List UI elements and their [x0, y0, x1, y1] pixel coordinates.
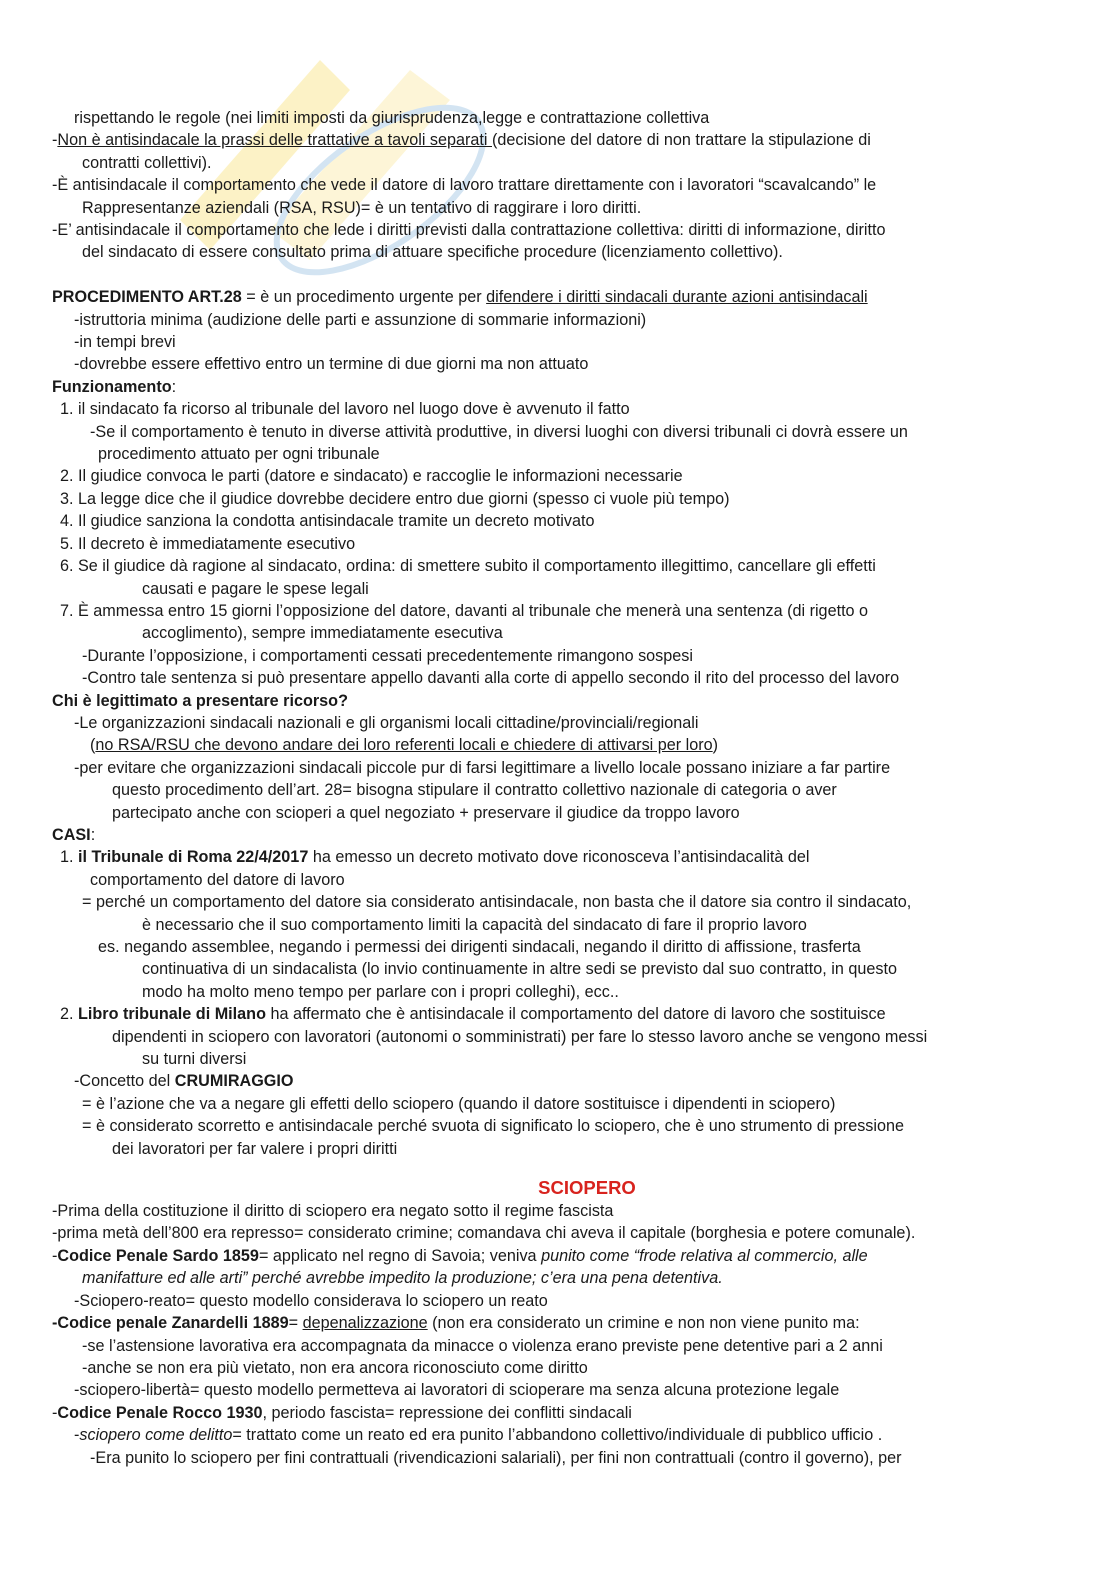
text-line [52, 1357, 1062, 1379]
text-line [52, 1290, 1062, 1312]
text-span: = è l’azione che va a negare gli effetti dello sciopero (quando il datore sostituisce i dipendenti in sciopero) [82, 1094, 836, 1113]
text-span: 7. È ammessa entro 15 giorni l’opposizione del datore, davanti al tribunale che menerà una sentenza (di rigetto o [60, 601, 869, 620]
text-span: partecipato anche con scioperi a quel negoziato + preservare il giudice da troppo lavoro [112, 803, 740, 822]
text-line [52, 1026, 1062, 1048]
text-line [52, 891, 1062, 913]
text-span: - [74, 1426, 80, 1445]
text-line [52, 936, 1062, 958]
text-line [52, 219, 1062, 241]
text-span: -in tempi brevi [74, 333, 176, 352]
text-line [52, 443, 1062, 465]
text-line [52, 824, 1062, 846]
text-line [52, 1093, 1062, 1115]
text-span: contratti collettivi). [82, 153, 212, 172]
text-span: : [90, 825, 96, 844]
text-span: -Era punito lo sciopero per fini contrattuali (rivendicazioni salariali), per fini non contrattuali (contro il governo), per [90, 1448, 902, 1467]
bold-text: Funzionamento [52, 377, 172, 396]
bold-text: -Codice penale Zanardelli 1889 [52, 1314, 289, 1333]
italic-text: manifatture ed alle arti” perché avrebbe impedito la produzione; c’era una pena detentiva. [82, 1269, 723, 1288]
text-line [52, 241, 1062, 263]
text-span: -Contro tale sentenza si può presentare appello davanti alla corte di appello secondo il rito del processo del lavoro [82, 669, 900, 688]
bold-text: il Tribunale di Roma 22/4/2017 [78, 848, 309, 867]
text-span: = trattato come un reato ed era punito l’abbandono collettivo/individuale di pubblico ufficio . [232, 1426, 883, 1445]
text-span: 4. Il giudice sanziona la condotta antisindacale tramite un decreto motivato [60, 512, 595, 531]
blank-line [52, 264, 1062, 286]
text-line [52, 981, 1062, 1003]
text-span: -È antisindacale il comportamento che vede il datore di lavoro trattare direttamente con i lavoratori “scavalcando” le [52, 176, 877, 195]
text-line [52, 1379, 1062, 1401]
text-span: del sindacato di essere consultato prima di attuare specifiche procedure (licenziamento collettivo). [82, 243, 783, 262]
section-spacer [52, 1160, 1062, 1176]
text-line [52, 353, 1062, 375]
text-line [52, 1222, 1062, 1244]
text-line [52, 622, 1062, 644]
text-span: (decisione del datore di non trattare la stipulazione di [492, 131, 871, 150]
bold-text: Codice Penale Rocco 1930 [57, 1403, 263, 1422]
text-span: continuativa di un sindacalista (lo invio continuamente in altre sedi se previsto dal suo contratto, in questo [142, 960, 897, 979]
text-span: 1. il sindacato fa ricorso al tribunale del lavoro nel luogo dove è avvenuto il fatto [60, 400, 630, 419]
text-span: -dovrebbe essere effettivo entro un termine di due giorni ma non attuato [74, 355, 589, 374]
text-line [52, 667, 1062, 689]
text-span: (non era considerato un crimine e non non viene punito ma: [427, 1314, 860, 1333]
text-line [52, 734, 1062, 756]
text-span: questo procedimento dell’art. 28= bisogna stipulare il contratto collettivo nazionale di categoria o aver [112, 781, 837, 800]
text-line [52, 779, 1062, 801]
italic-text: punito come “frode relativa al commercio, alle [541, 1246, 868, 1265]
text-line [52, 398, 1062, 420]
text-span: ) [712, 736, 719, 755]
text-line [52, 1003, 1062, 1025]
text-span: : [171, 377, 177, 396]
bold-text: Codice Penale Sardo 1859 [57, 1246, 259, 1265]
text-line [52, 488, 1062, 510]
text-line [52, 1115, 1062, 1137]
text-span: rispettando le regole (nei limiti imposti da giurisprudenza,legge e contrattazione collettiva [74, 109, 710, 127]
text-span: = perché un comportamento del datore sia considerato antisindacale, non basta che il datore sia contro il sindacato, [82, 893, 912, 912]
text-span: - [52, 1403, 58, 1422]
text-span: -E’ antisindacale il comportamento che lede i diritti previsti dalla contrattazione collettiva: diritti di informazione, diritto [52, 221, 886, 240]
text-line [52, 645, 1062, 667]
bold-text: CASI [52, 825, 91, 844]
text-line [52, 1424, 1062, 1446]
text-line [52, 197, 1062, 219]
text-span: es. negando assemblee, negando i permessi dei dirigenti sindacali, negando il diritto di affissione, trasferta [98, 938, 861, 957]
text-line [52, 1312, 1062, 1334]
text-line [52, 846, 1062, 868]
text-span: dipendenti in sciopero con lavoratori (autonomi o somministrati) per fare lo stesso lavoro anche se vengono messi [112, 1027, 928, 1046]
italic-text: sciopero come delitto [79, 1426, 233, 1445]
bold-text: CRUMIRAGGIO [174, 1072, 294, 1091]
text-line [52, 600, 1062, 622]
text-span: -se l’astensione lavorativa era accompagnata da minacce o violenza erano previste pene detentive pari a 2 anni [82, 1336, 883, 1355]
text-span: , periodo fascista= repressione dei conflitti sindacali [262, 1403, 632, 1422]
text-line [52, 555, 1062, 577]
text-span: Rappresentanze aziendali (RSA, RSU)= è un tentativo di raggirare i loro diritti. [82, 198, 642, 217]
text-span: -Sciopero-reato= questo modello considerava lo sciopero un reato [74, 1291, 548, 1310]
text-line [52, 533, 1062, 555]
text-line [52, 958, 1062, 980]
text-span: causati e pagare le spese legali [142, 579, 369, 598]
bold-text: Libro tribunale di Milano [78, 1005, 266, 1024]
section-title: SCIOPERO [538, 1177, 636, 1199]
text-span: è necessario che il suo comportamento limiti la capacità del sindacato di fare il proprio lavoro [142, 915, 807, 934]
text-span: -anche se non era più vietato, non era ancora riconosciuto come diritto [82, 1358, 588, 1377]
text-line [52, 286, 1062, 308]
text-line [52, 376, 1062, 398]
text-span: -Le organizzazioni sindacali nazionali e gli organismi locali cittadine/provinciali/regionali [74, 713, 699, 732]
text-span: procedimento attuato per ogni tribunale [98, 445, 380, 464]
text-span: = [288, 1314, 303, 1333]
text-span: = è un procedimento urgente per [241, 288, 487, 307]
text-span: -sciopero-libertà= questo modello permetteva ai lavoratori di scioperare ma senza alcuna protezione legale [74, 1381, 840, 1400]
text-line [52, 331, 1062, 353]
text-span: 3. La legge dice che il giudice dovrebbe decidere entro due giorni (spesso ci vuole più tempo) [60, 489, 730, 508]
text-span: -Concetto del [74, 1072, 175, 1091]
text-line [52, 712, 1062, 734]
text-span: -Durante l’opposizione, i comportamenti cessati precedentemente rimangono sospesi [82, 646, 693, 665]
text-line [52, 107, 1062, 129]
text-span: comportamento del datore di lavoro [90, 870, 345, 889]
text-span: - [52, 131, 58, 150]
text-span: 2. Il giudice convoca le parti (datore e sindacato) e raccoglie le informazioni necessarie [60, 467, 683, 486]
text-line [52, 690, 1062, 712]
text-span: su turni diversi [142, 1050, 247, 1069]
text-line [52, 309, 1062, 331]
text-span: modo ha molto meno tempo per parlare con i propri colleghi), ecc.. [142, 982, 619, 1001]
text-line [52, 1245, 1062, 1267]
text-line [52, 1447, 1062, 1469]
underlined-text: Non è antisindacale la prassi delle trattative a tavoli separati [57, 131, 492, 150]
text-line [52, 1138, 1062, 1160]
text-span: accoglimento), sempre immediatamente esecutiva [142, 624, 503, 643]
text-span: -prima metà dell’800 era represso= considerato crimine; comandava chi aveva il capitale (borghesia e potere comunale). [52, 1224, 916, 1243]
text-span: = applicato nel regno di Savoia; veniva [258, 1246, 542, 1265]
text-span: -Prima della costituzione il diritto di sciopero era negato sotto il regime fascista [52, 1202, 614, 1221]
text-line [52, 1048, 1062, 1070]
text-line [52, 1267, 1062, 1289]
text-span: 5. Il decreto è immediatamente esecutivo [60, 534, 356, 553]
text-span: 2. [60, 1005, 78, 1024]
text-line [52, 465, 1062, 487]
text-line [52, 578, 1062, 600]
text-span: 1. [60, 848, 78, 867]
text-span: -per evitare che organizzazioni sindacali piccole pur di farsi legittimare a livello locale possano iniziare a far partire [74, 758, 891, 777]
text-span: = è considerato scorretto e antisindacale perché svuota di significato lo sciopero, che è uno strumento di pressione [82, 1117, 904, 1136]
text-line [52, 174, 1062, 196]
text-line [52, 421, 1062, 443]
text-line [52, 1335, 1062, 1357]
text-span: ha affermato che è antisindacale il comportamento del datore di lavoro che sostituisce [265, 1005, 886, 1024]
text-span: -Se il comportamento è tenuto in diverse attività produttive, in diversi luoghi con diversi tribunali ci dovrà essere un [90, 422, 908, 441]
bold-text: PROCEDIMENTO ART.28 [52, 288, 242, 307]
text-span: ( [90, 736, 96, 755]
bold-text: Chi è legittimato a presentare ricorso? [52, 691, 348, 710]
underlined-text: no RSA/RSU che devono andare dei loro referenti locali e chiedere di attivarsi per loro [95, 736, 713, 755]
text-span: 6. Se il giudice dà ragione al sindacato, ordina: di smettere subito il comportamento illegittimo, cancellare gli effetti [60, 557, 876, 576]
text-line [52, 1402, 1062, 1424]
text-line [52, 757, 1062, 779]
text-line [52, 510, 1062, 532]
text-span: ha emesso un decreto motivato dove riconosceva l’antisindacalità del [308, 848, 810, 867]
text-line [52, 1200, 1062, 1222]
text-line [52, 802, 1062, 824]
underlined-text: difendere i diritti sindacali durante azioni antisindacali [486, 288, 868, 307]
text-line [52, 914, 1062, 936]
text-span: -istruttoria minima (audizione delle parti e assunzione di sommarie informazioni) [74, 310, 647, 329]
text-line [52, 869, 1062, 891]
text-line [52, 152, 1062, 174]
underlined-text: depenalizzazione [302, 1314, 428, 1333]
text-span: dei lavoratori per far valere i propri diritti [112, 1139, 398, 1158]
document-body [52, 107, 1062, 1469]
text-line [52, 1070, 1062, 1092]
text-line [52, 129, 1062, 151]
text-span: - [52, 1246, 58, 1265]
